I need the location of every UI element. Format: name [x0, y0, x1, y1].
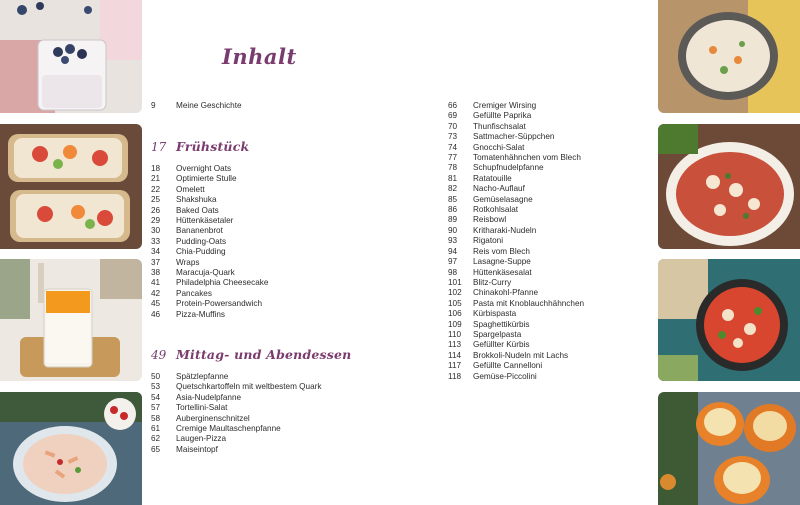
toc-page-number: 101 [448, 277, 462, 287]
toc-entry-label: Hüttenkäsetaler [176, 216, 234, 226]
toc-page-number: 113 [448, 340, 462, 350]
toc-entry-label: Brokkoli-Nudeln mit Lachs [473, 350, 569, 360]
toc-page-number: 98 [448, 267, 458, 277]
toc-entry[interactable] [151, 216, 268, 226]
toc-page-number: 93 [448, 236, 458, 246]
toc-entry-label: Reisbowl [473, 215, 507, 225]
toc-page-number: 37 [151, 257, 161, 267]
toc-entry[interactable] [448, 288, 584, 298]
toc-entry-label: Gefüllte Cannelloni [473, 361, 543, 371]
toc-entry-label: Kritharaki-Nudeln [473, 225, 537, 235]
toc-entry-label: Protein-Powersandwich [176, 299, 263, 309]
toc-entry[interactable] [448, 132, 584, 142]
toc-page-number: 74 [448, 142, 458, 152]
toc-entry[interactable] [448, 247, 584, 257]
section-title: Mittag- und Abendessen [176, 347, 352, 362]
toc-page-number: 61 [151, 424, 161, 434]
toc-entry[interactable] [448, 195, 584, 205]
section-heading-fruehstueck[interactable] [151, 139, 249, 154]
toc-page-number: 45 [151, 299, 161, 309]
toc-entry[interactable] [151, 174, 268, 184]
toc-entry-label: Cremige Maultaschenpfanne [176, 424, 281, 434]
toc-page-number: 41 [151, 278, 161, 288]
toc-entry[interactable] [448, 236, 584, 246]
toc-page-number: 9 [151, 101, 156, 110]
toc-entry[interactable] [448, 205, 584, 215]
toc-entry-label: Omelett [176, 184, 205, 194]
toc-entry[interactable] [448, 215, 584, 225]
photo-soup-bowl [658, 0, 800, 113]
toc-entry[interactable] [151, 434, 321, 444]
toc-entry-label: Meine Geschichte [176, 101, 242, 110]
toc-entry-label: Rotkohlsalat [473, 205, 519, 215]
page-title: Inhalt [222, 44, 297, 69]
toc-entry-label: Quetschkartoffeln mit weltbestem Quark [176, 382, 322, 392]
toc-entry-label: Auberginenschnitzel [176, 413, 250, 423]
toc-entry[interactable] [151, 289, 268, 299]
photo-blueberry-yogurt [0, 0, 142, 113]
toc-entry-label: Baked Oats [176, 205, 219, 215]
section-page-number: 49 [151, 348, 167, 362]
toc-page-number: 54 [151, 392, 161, 402]
toc-page-number: 21 [151, 174, 161, 184]
photo-pasta-bowl [0, 392, 142, 505]
toc-entry-label: Chia-Pudding [176, 247, 226, 257]
toc-entry[interactable] [448, 257, 584, 267]
toc-list-continued [448, 101, 584, 382]
toc-page-number: 109 [448, 319, 462, 329]
toc-page-number: 114 [448, 350, 462, 360]
toc-entry-label: Thunfischsalat [473, 121, 526, 131]
toc-entry-label: Pudding-Oats [176, 236, 227, 246]
toc-entry[interactable] [448, 184, 584, 194]
toc-page-number: 42 [151, 288, 161, 298]
toc-entry[interactable] [448, 143, 584, 153]
toc-entry[interactable] [448, 340, 584, 350]
toc-page-number: 90 [448, 225, 458, 235]
toc-entry-label: Philadelphia Cheesecake [176, 278, 269, 288]
toc-entry-label: Hüttenkäsesalat [473, 267, 532, 277]
toc-entry-label: Pizza-Muffins [176, 309, 225, 319]
toc-entry-label: Gemüse-Piccolini [473, 371, 537, 381]
toc-entry-label: Pasta mit Knoblauchhähnchen [473, 298, 585, 308]
toc-page-number: 73 [448, 132, 458, 142]
toc-entry[interactable] [448, 153, 584, 163]
toc-page-number: 85 [448, 194, 458, 204]
toc-page-number: 38 [151, 268, 161, 278]
toc-entry[interactable] [151, 299, 268, 309]
toc-entry-label: Chinakohl-Pfanne [473, 288, 539, 298]
toc-list-fruehstueck [151, 164, 268, 320]
toc-page-number: 22 [151, 184, 161, 194]
toc-page-number: 105 [448, 298, 462, 308]
toc-page-number: 78 [448, 163, 458, 173]
toc-entry[interactable] [448, 268, 584, 278]
toc-entry[interactable] [151, 164, 268, 174]
toc-entry[interactable] [448, 163, 584, 173]
section-heading-mittag-abendessen[interactable] [151, 347, 351, 362]
toc-entry[interactable] [151, 372, 321, 382]
toc-entry-label: Rigatoni [473, 236, 504, 246]
toc-entry[interactable] [151, 382, 321, 392]
toc-page-number: 18 [151, 164, 161, 173]
toc-page-number: 33 [151, 236, 161, 246]
toc-entry-label: Sattmacher-Süppchen [473, 132, 555, 142]
toc-entry-label: Schupfnudelpfanne [473, 163, 544, 173]
toc-entry[interactable] [448, 299, 584, 309]
toc-entry-label: Tomatenhähnchen vom Blech [473, 153, 581, 163]
toc-entry-label: Spargelpasta [473, 329, 522, 339]
toc-entry[interactable] [151, 247, 268, 257]
toc-entry-label: Reis vom Blech [473, 246, 530, 256]
toc-entry[interactable] [151, 393, 321, 403]
toc-page-number: 117 [448, 361, 462, 371]
toc-entry-label: Spaghettikürbis [473, 319, 530, 329]
toc-entry-label: Gefüllte Paprika [473, 111, 532, 121]
toc-entry[interactable] [151, 206, 268, 216]
section-title: Frühstück [176, 139, 250, 154]
toc-entry[interactable] [151, 403, 321, 413]
toc-entry[interactable] [151, 101, 242, 111]
toc-entry-label: Gemüselasagne [473, 194, 533, 204]
toc-page-number: 89 [448, 215, 458, 225]
toc-page-number: 65 [151, 444, 161, 454]
toc-entry[interactable] [151, 445, 321, 455]
toc-page-number: 77 [448, 153, 458, 163]
toc-entry[interactable] [151, 195, 268, 205]
toc-entry[interactable] [151, 237, 268, 247]
toc-entry[interactable] [448, 226, 584, 236]
toc-entry-label: Maracuja-Quark [176, 268, 235, 278]
toc-page-number: 26 [151, 205, 161, 215]
photo-stuffed-pumpkin [658, 392, 800, 505]
toc-entry-label: Shakshuka [176, 195, 217, 205]
toc-page-number: 81 [448, 173, 458, 183]
toc-entry[interactable] [151, 310, 268, 320]
toc-entry[interactable] [448, 111, 584, 121]
toc-entry[interactable] [151, 424, 321, 434]
toc-entry[interactable] [151, 226, 268, 236]
toc-page-number: 57 [151, 403, 161, 413]
toc-page-number: 94 [448, 246, 458, 256]
photo-pasta-pan [658, 259, 800, 381]
photo-baked-casserole [658, 124, 800, 249]
toc-page-number: 53 [151, 382, 161, 392]
toc-entry-label: Maiseintopf [176, 444, 218, 454]
toc-page-number: 86 [448, 205, 458, 215]
toc-entry[interactable] [448, 278, 584, 288]
toc-entry-label: Asia-Nudelpfanne [176, 392, 242, 402]
toc-page-number: 110 [448, 329, 462, 339]
toc-page-number: 106 [448, 309, 462, 319]
toc-entry-label: Overnight Oats [176, 164, 232, 173]
section-page-number: 17 [151, 140, 167, 154]
toc-entry-label: Optimierte Stulle [176, 174, 237, 184]
toc-entry-label: Laugen-Pizza [176, 434, 227, 444]
toc-entry[interactable] [151, 414, 321, 424]
toc-intro [151, 101, 242, 111]
photo-maracuja-quark [0, 259, 142, 381]
toc-page-number: 58 [151, 413, 161, 423]
toc-entry[interactable] [448, 174, 584, 184]
toc-entry-label: Blitz-Curry [473, 277, 512, 287]
toc-page-number: 30 [151, 226, 161, 236]
toc-entry[interactable] [448, 320, 584, 330]
toc-entry[interactable] [448, 122, 584, 132]
toc-page-number: 50 [151, 372, 161, 381]
toc-entry-label: Bananenbrot [176, 226, 223, 236]
toc-entry-label: Cremiger Wirsing [473, 101, 537, 110]
toc-page-number: 66 [448, 101, 458, 110]
toc-entry-label: Lasagne-Suppe [473, 257, 531, 267]
toc-page-number: 97 [448, 257, 458, 267]
toc-page-number: 70 [448, 121, 458, 131]
toc-entry-label: Wraps [176, 257, 200, 267]
toc-page-number: 29 [151, 216, 161, 226]
photo-open-sandwich [0, 124, 142, 249]
toc-entry-label: Pancakes [176, 288, 212, 298]
toc-entry-label: Gnocchi-Salat [473, 142, 525, 152]
toc-entry-label: Nacho-Auflauf [473, 184, 525, 194]
toc-page-number: 118 [448, 371, 462, 381]
toc-page-number: 62 [151, 434, 161, 444]
toc-entry[interactable] [151, 185, 268, 195]
toc-page-number: 82 [448, 184, 458, 194]
toc-entry[interactable] [448, 361, 584, 371]
toc-entry[interactable] [151, 278, 268, 288]
toc-entry-label: Tortellini-Salat [176, 403, 228, 413]
toc-entry-label: Kürbispasta [473, 309, 517, 319]
toc-page-number: 46 [151, 309, 161, 319]
toc-entry[interactable] [448, 372, 584, 382]
toc-entry[interactable] [448, 351, 584, 361]
toc-entry[interactable] [151, 258, 268, 268]
toc-page-number: 102 [448, 288, 462, 298]
toc-entry-label: Gefüllter Kürbis [473, 340, 530, 350]
toc-entry[interactable] [448, 309, 584, 319]
toc-page-number: 69 [448, 111, 458, 121]
toc-page-number: 34 [151, 247, 161, 257]
toc-entry[interactable] [448, 330, 584, 340]
toc-entry[interactable] [448, 101, 584, 111]
toc-entry-label: Ratatouille [473, 173, 512, 183]
toc-entry-label: Spätzlepfanne [176, 372, 229, 381]
toc-list-mittag-abendessen [151, 372, 321, 455]
toc-entry[interactable] [151, 268, 268, 278]
toc-page-number: 25 [151, 195, 161, 205]
